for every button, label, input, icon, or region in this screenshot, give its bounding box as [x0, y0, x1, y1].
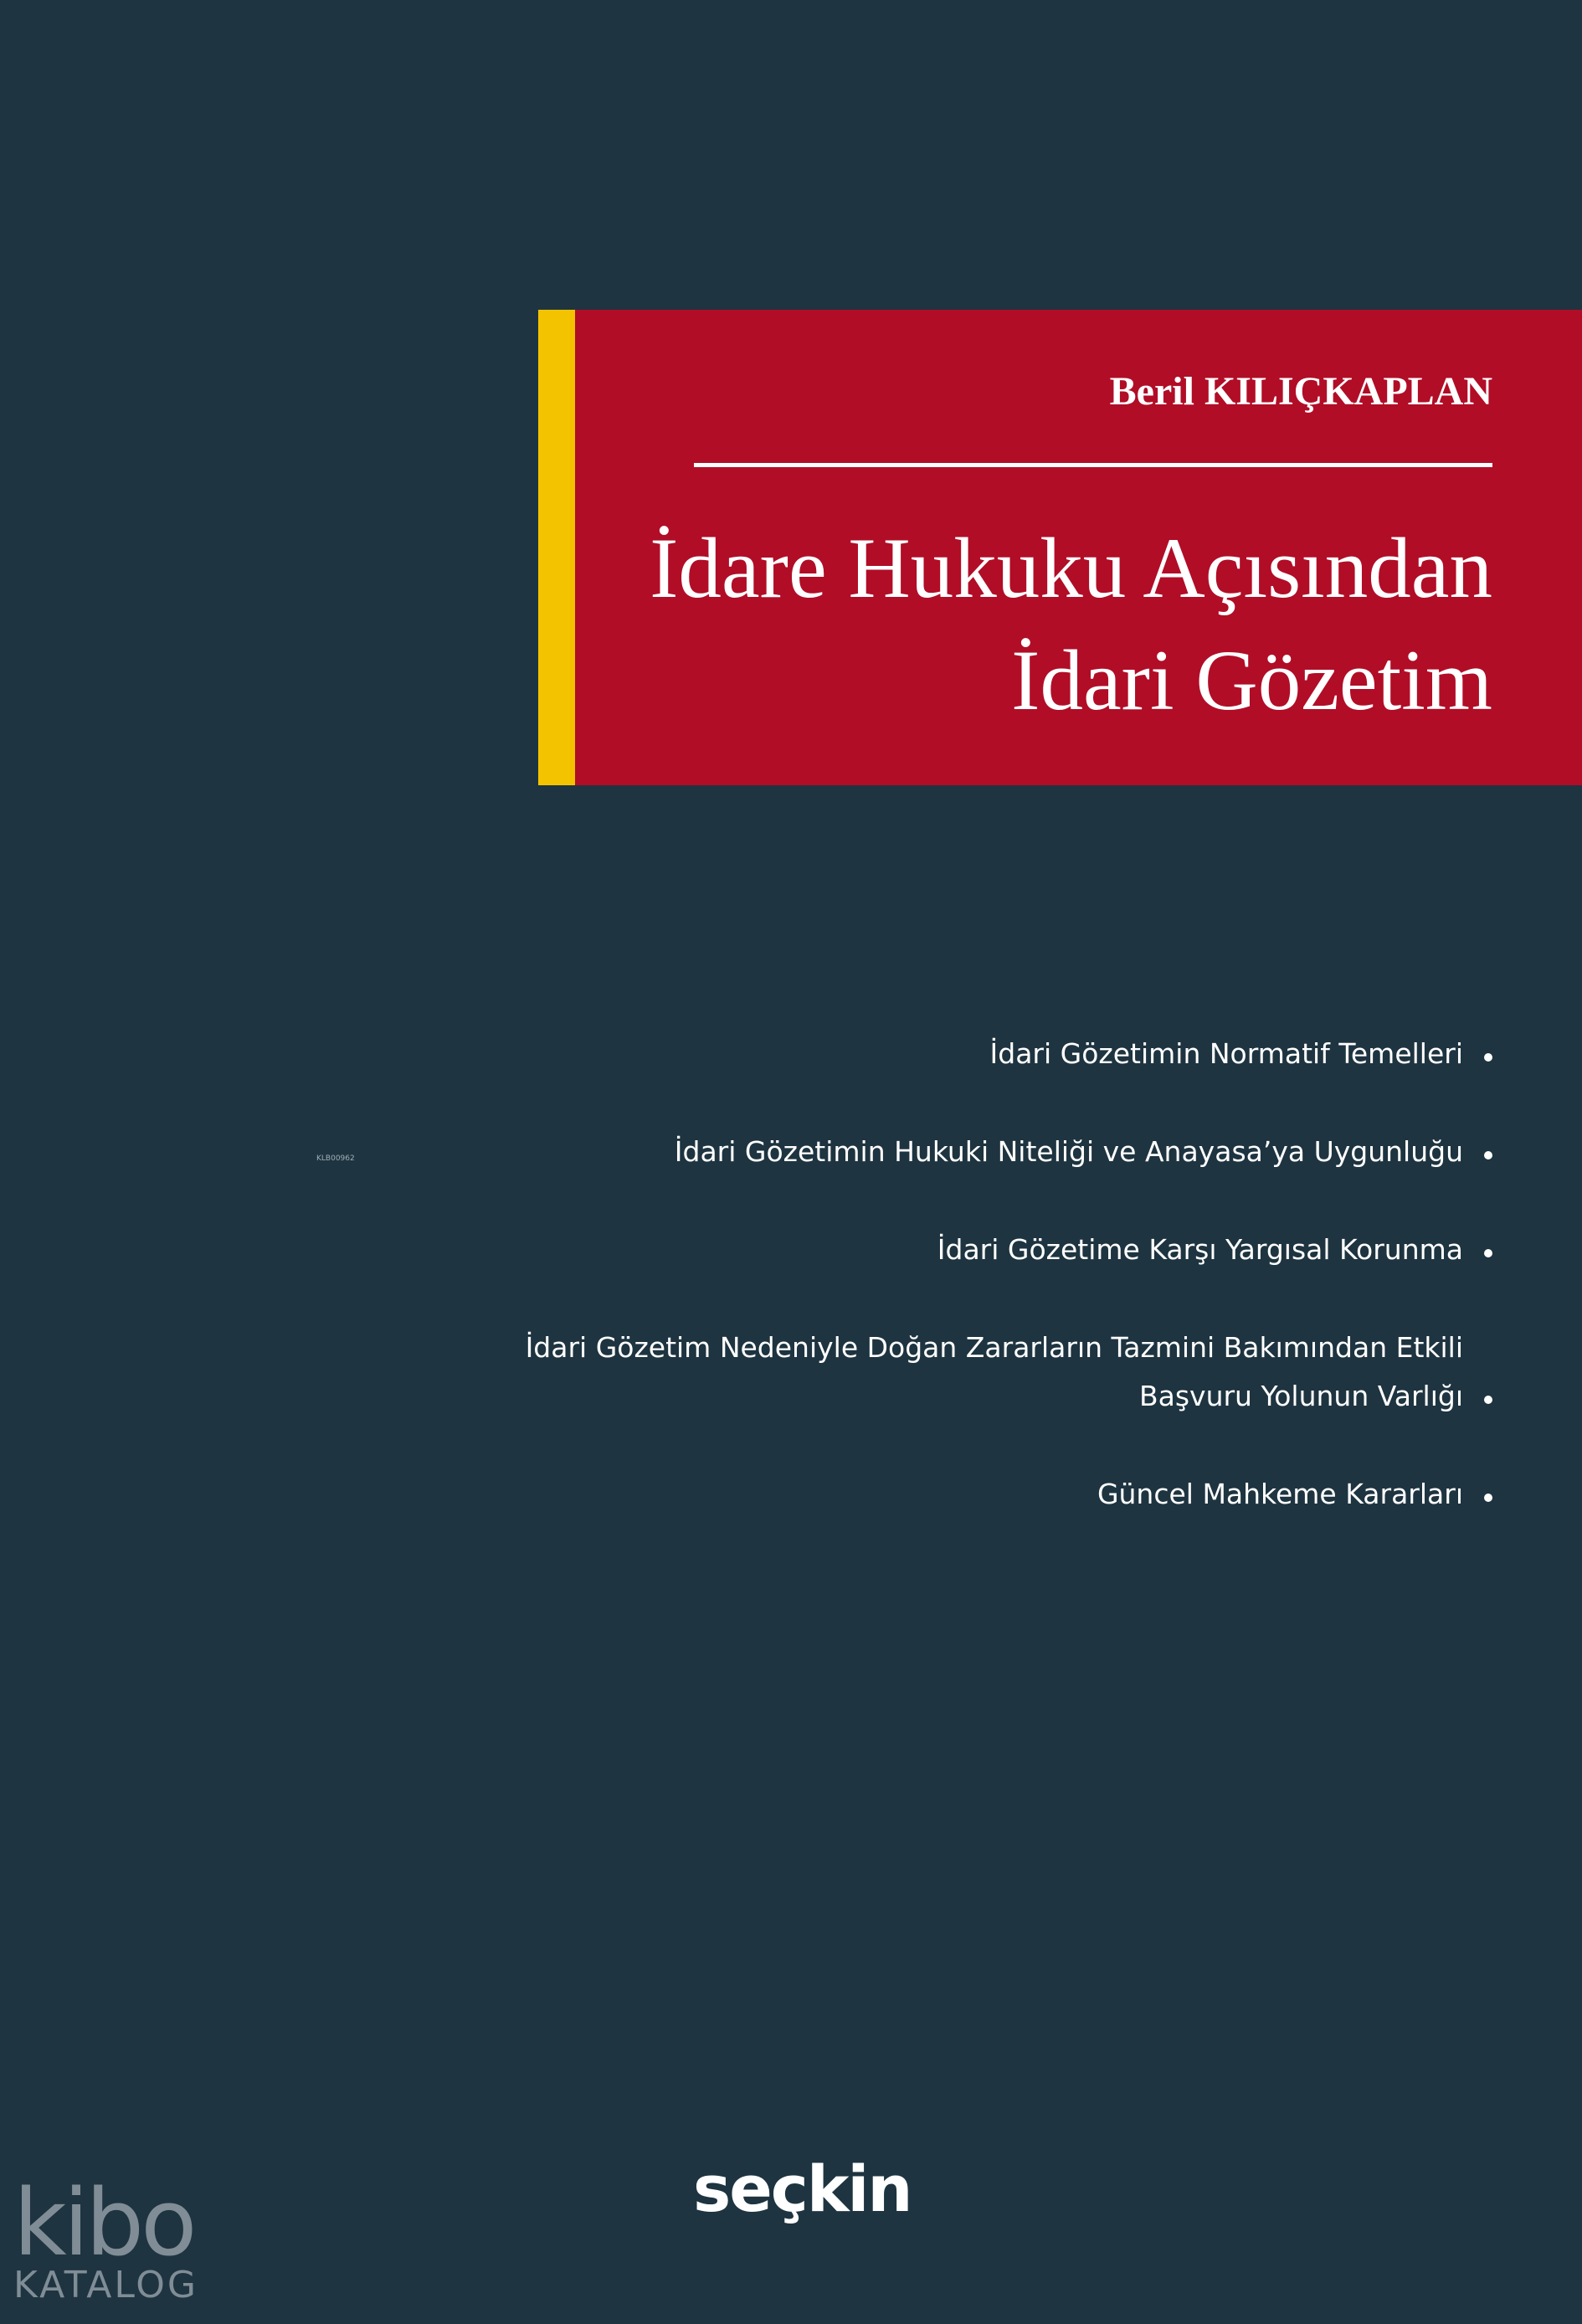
topic-list — [404, 1030, 1492, 1568]
publisher-logo: seçkin — [693, 2152, 912, 2226]
title-block — [538, 310, 1582, 785]
topic-text: İdari Gözetime Karşı Yargısal Korunma — [937, 1233, 1463, 1266]
book-title-line-1: İdare Hukuku Açısından — [650, 521, 1492, 616]
bullet-icon — [1484, 1053, 1492, 1062]
topic-text: İdari Gözetim Nedeniyle Doğan Zararların Tazmini Bakımından Etkili Başvuru Yolunun Varlığı — [525, 1331, 1463, 1412]
bullet-icon — [1484, 1151, 1492, 1159]
topic-text: İdari Gözetimin Hukuki Niteliği ve Anayasa’ya Uygunluğu — [674, 1135, 1463, 1168]
book-title-line-2: İdari Gözetim — [1011, 633, 1492, 728]
bullet-icon — [1484, 1249, 1492, 1257]
title-accent-bar — [538, 310, 575, 785]
bullet-icon — [1484, 1396, 1492, 1404]
topic-text: İdari Gözetimin Normatif Temelleri — [989, 1037, 1463, 1070]
title-divider — [694, 463, 1492, 467]
topic-text: Güncel Mahkeme Kararları — [1097, 1478, 1463, 1510]
author-name: Beril KILIÇKAPLAN — [1109, 369, 1492, 414]
topic-item — [404, 1226, 1492, 1274]
topic-item — [404, 1470, 1492, 1519]
catalog-code: KLB00962 — [316, 1154, 355, 1163]
topic-item — [404, 1324, 1492, 1421]
topic-item — [404, 1030, 1492, 1078]
watermark-logo: kibo — [13, 2169, 194, 2276]
topic-item — [404, 1128, 1492, 1176]
watermark — [13, 2169, 198, 2306]
book-title — [650, 512, 1492, 737]
watermark-subtitle: KATALOG — [13, 2264, 198, 2306]
bullet-icon — [1484, 1494, 1492, 1502]
